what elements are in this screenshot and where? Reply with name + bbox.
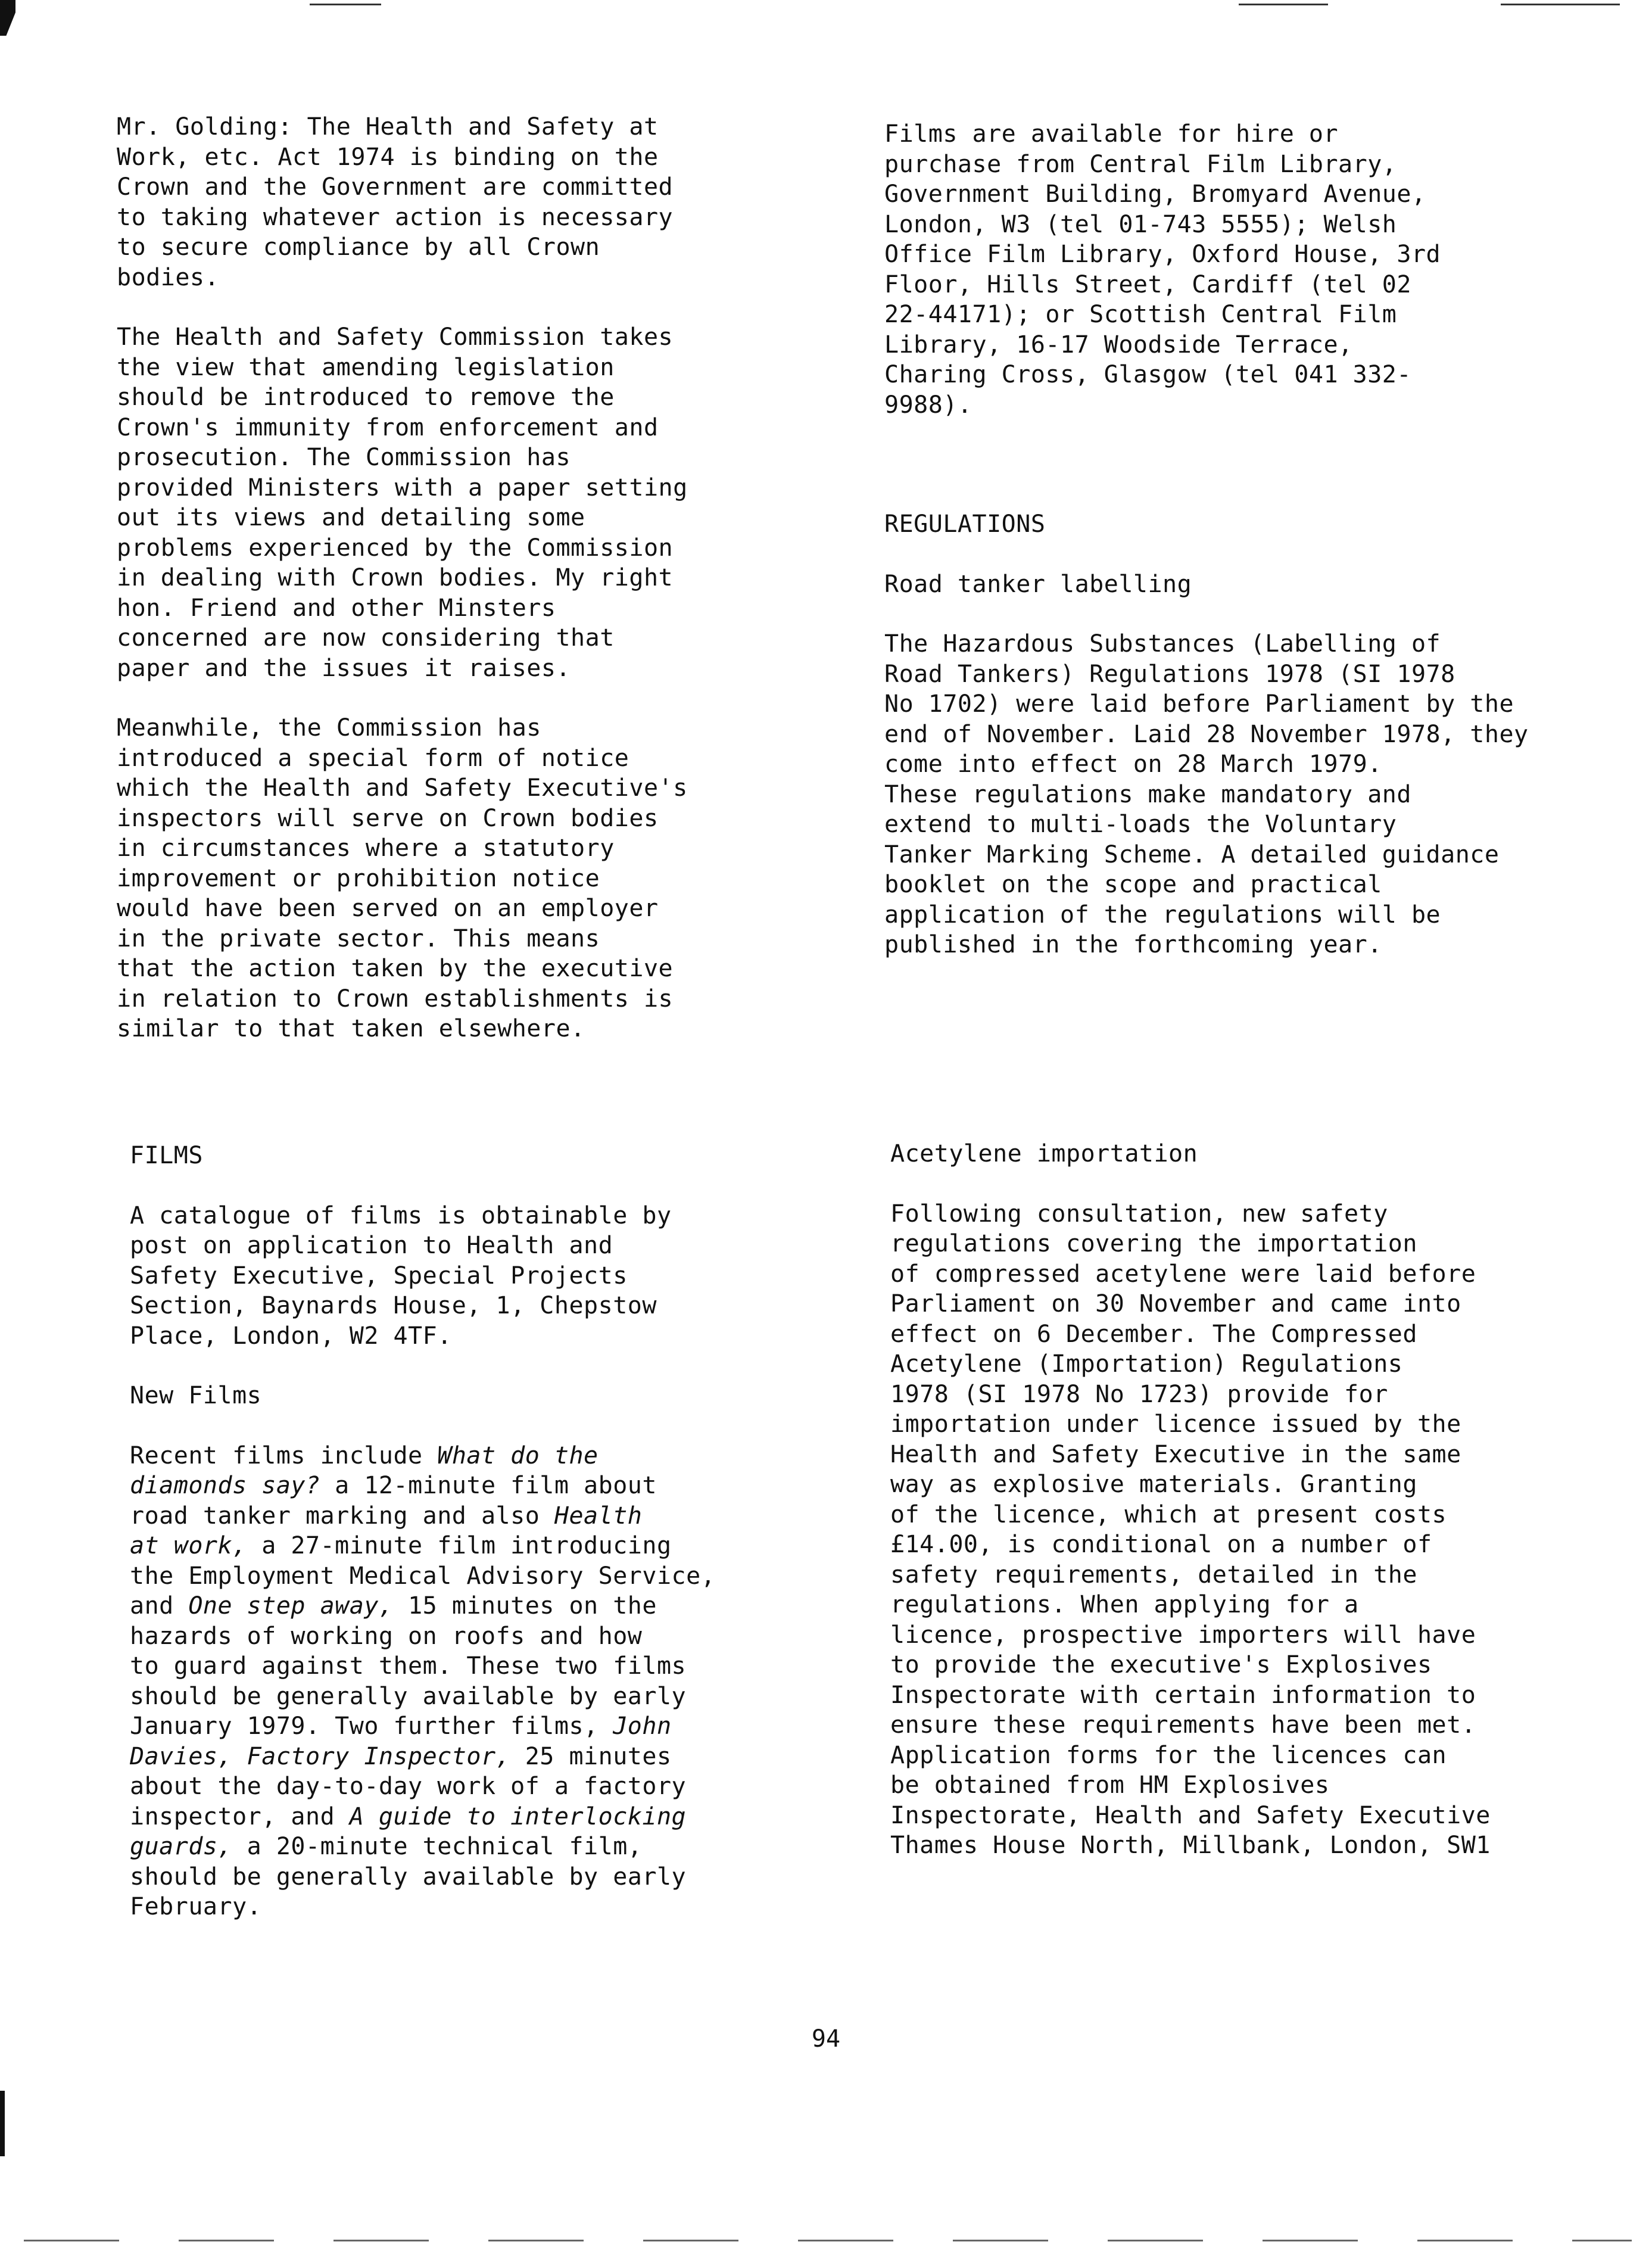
text-line: to guard against them. These two films [130,1652,687,1680]
text-line: end of November. Laid 28 November 1978, they [884,720,1529,748]
text-line: 9988). [884,391,973,419]
text-line: in relation to Crown establishments is [117,985,674,1013]
text-line: Government Building, Bromyard Avenue, [884,180,1426,208]
text-line: to provide the executive's Explosives [890,1651,1432,1679]
golding-answer [117,112,688,1044]
film-title: John [613,1713,672,1740]
text-line: that the action taken by the executive [117,955,674,982]
text-line: Crown and the Government are committed [117,173,674,201]
text-line: importation under licence issued by the [890,1411,1461,1438]
text-line: the Employment Medical Advisory Service, [130,1562,716,1590]
films-heading: FILMS [130,1142,203,1169]
text-line: in dealing with Crown bodies. My right [117,564,674,591]
text-line: the view that amending legislation [117,353,615,381]
column-left-bottom [130,1141,715,1922]
acetylene-body [890,1199,1491,1861]
text-line: be obtained from HM Explosives [890,1771,1330,1799]
text-line: should be introduced to remove the [117,384,615,411]
road-tanker-body [884,629,1529,960]
text-line: Application forms for the licences can [890,1741,1447,1769]
text-line: Place, London, W2 4TF. [130,1322,452,1350]
text-line: February. [130,1893,262,1920]
text-line: should be generally available by early [130,1863,687,1891]
page-number: 94 [811,2025,841,2053]
text-line: 22-44171); or Scottish Central Film [884,301,1397,328]
text-line: regulations. When applying for a [890,1591,1359,1618]
text-line: introduced a special form of notice [117,744,629,772]
text-line: published in the forthcoming year. [884,931,1382,958]
text-line: The Health and Safety Commission takes [117,323,674,351]
scan-corner-mark [0,0,15,36]
scan-top-rule [1501,4,1620,5]
text-line: safety requirements, detailed in the [890,1561,1417,1589]
column-left-top [117,112,688,1044]
text-line: Inspectorate, Health and Safety Executive [890,1801,1491,1829]
text-line: come into effect on 28 March 1979. [884,751,1382,778]
text-line: £14.00, is conditional on a number of [890,1531,1432,1558]
text-line: Tanker Marking Scheme. A detailed guidance [884,840,1500,868]
text-line: booklet on the scope and practical [884,871,1382,898]
text-line: of the licence, which at present costs [890,1500,1447,1528]
text-line: licence, prospective importers will have [890,1621,1476,1649]
text-line: application of the regulations will be [884,901,1441,929]
scan-top-rule [1239,4,1328,5]
film-title: One step away, [188,1592,394,1620]
acetylene-heading: Acetylene importation [890,1140,1198,1167]
text-line: inspector, and A guide to interlocking [130,1802,687,1830]
film-title: Davies, Factory Inspector, [130,1742,511,1770]
text-line: Recent films include What do the [130,1441,599,1469]
text-line: London, W3 (tel 01-743 5555); Welsh [884,210,1397,238]
text-line: Meanwhile, the Commission has [117,714,541,742]
text-line: extend to multi-loads the Voluntary [884,811,1397,838]
text-line: inspectors will serve on Crown bodies [117,804,659,832]
text-line: January 1979. Two further films, John [130,1713,672,1740]
text-line: The Hazardous Substances (Labelling of [884,630,1441,658]
text-line: problems experienced by the Commission [117,534,674,562]
text-line: diamonds say? a 12-minute film about [130,1472,657,1499]
text-line: improvement or prohibition notice [117,864,600,892]
text-line: hon. Friend and other Minsters [117,594,556,622]
regulations-heading: REGULATIONS [884,510,1046,538]
text-line: regulations covering the importation [890,1230,1417,1257]
film-title: Health [554,1502,643,1530]
text-line: Films are available for hire or [884,120,1339,148]
text-line: post on application to Health and [130,1232,613,1259]
text-line: road tanker marking and also Health [130,1502,643,1530]
text-line: Acetylene (Importation) Regulations [890,1350,1403,1378]
text-line: to taking whatever action is necessary [117,203,674,231]
text-line: paper and the issues it raises. [117,654,571,682]
column-right-top [884,119,1529,960]
text-line: Floor, Hills Street, Cardiff (tel 02 [884,270,1411,298]
column-right-bottom [890,1139,1491,1861]
text-line: in circumstances where a statutory [117,835,615,862]
scan-edge-mark [0,2091,5,2156]
film-title: What do the [437,1441,599,1469]
text-line: Davies, Factory Inspector, 25 minutes [130,1742,672,1770]
text-line: Work, etc. Act 1974 is binding on the [117,143,659,171]
scan-bottom-rule [24,2240,1632,2241]
new-films-heading: New Films [130,1382,262,1409]
text-line: way as explosive materials. Granting [890,1471,1417,1498]
text-line: hazards of working on roofs and how [130,1622,643,1650]
text-line: concerned are now considering that [117,624,615,652]
film-title: diamonds say? [130,1472,320,1499]
text-line: should be generally available by early [130,1682,687,1710]
film-title: at work, [130,1532,247,1559]
text-line: Mr. Golding: The Health and Safety at [117,113,659,141]
text-line: provided Ministers with a paper setting [117,474,688,502]
text-line: Parliament on 30 November and came into [890,1290,1461,1318]
film-title: A guide to interlocking [349,1802,687,1830]
text-line: would have been served on an employer [117,895,659,922]
text-line: at work, a 27-minute film introducing [130,1532,672,1559]
road-tanker-heading: Road tanker labelling [884,570,1192,598]
text-line: 1978 (SI 1978 No 1723) provide for [890,1380,1388,1408]
text-line: Office Film Library, Oxford House, 3rd [884,241,1441,268]
text-line: similar to that taken elsewhere. [117,1015,585,1042]
text-line: to secure compliance by all Crown [117,233,600,261]
new-films-body [130,1441,715,1922]
text-line: Inspectorate with certain information to [890,1681,1476,1709]
text-line: No 1702) were laid before Parliament by the [884,690,1514,718]
text-line: These regulations make mandatory and [884,780,1411,808]
text-line: Crown's immunity from enforcement and [117,413,659,441]
text-line: of compressed acetylene were laid before [890,1260,1476,1288]
text-line: prosecution. The Commission has [117,444,571,471]
text-line: Safety Executive, Special Projects [130,1262,628,1290]
text-line: and One step away, 15 minutes on the [130,1592,657,1620]
film-libraries [884,119,1529,420]
text-line: about the day-to-day work of a factory [130,1773,687,1800]
text-line: Section, Baynards House, 1, Chepstow [130,1292,657,1319]
text-line: in the private sector. This means [117,924,600,952]
text-line: purchase from Central Film Library, [884,150,1397,178]
text-line: Library, 16-17 Woodside Terrace, [884,331,1353,359]
text-line: Thames House North, Millbank, London, SW1 [890,1832,1491,1859]
text-line: bodies. [117,263,220,291]
text-line: out its views and detailing some [117,504,585,531]
text-line: effect on 6 December. The Compressed [890,1320,1417,1348]
scan-top-rule [310,4,381,5]
film-title: guards, [130,1833,233,1860]
films-catalogue [130,1201,715,1352]
text-line: A catalogue of films is obtainable by [130,1201,672,1229]
text-line: which the Health and Safety Executive's [117,774,688,802]
text-line: guards, a 20-minute technical film, [130,1833,643,1860]
text-line: Charing Cross, Glasgow (tel 041 332- [884,361,1411,388]
text-line: Road Tankers) Regulations 1978 (SI 1978 [884,660,1455,688]
text-line: ensure these requirements have been met. [890,1711,1476,1739]
text-line: Following consultation, new safety [890,1200,1388,1228]
text-line: Health and Safety Executive in the same [890,1440,1461,1468]
